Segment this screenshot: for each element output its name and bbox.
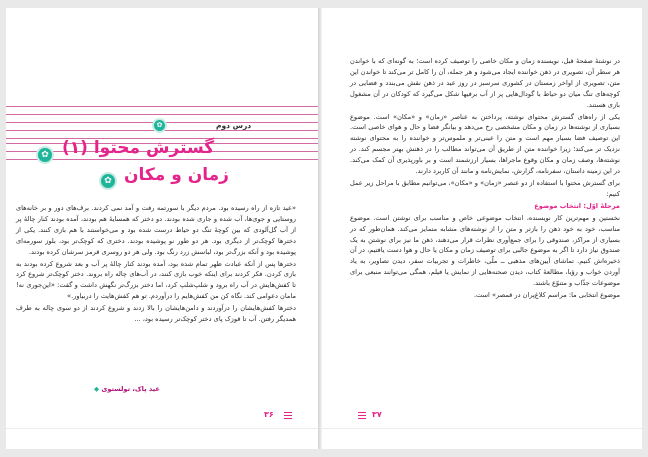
body-paragraph: نخستین و مهم‌ترین کار نویسنده، انتخاب موضوعی خاص و مناسب برای نوشتن است. موضوع مناسب، خود به خود ذهن را بازتر و متن را از نوشته‌های مشابه متمایز می‌کند. همان‌طور که در بسیاری از مراکز، صندوقی را برای جمع‌آوری نظرات قرار می‌دهند، ذهن ما نیز برای نوشتن به یک صندوق نیاز دارد تا اگر به موضوع جالبی برای توصیف زمان و مکان یا حال و هوا دست یافتیم، در آن ذخیره‌اش کنیم. تماشای آیین‌های مذهبی ــ ملّی، خاطرات و تجربیات سفر، دیدن تصاویر، به یاد آوردن خواب و رؤیا، مطالعهٔ کتاب، دیدن صحنه‌هایی از نمایش یا فیلم، همگی می‌توانند منبعی برای موضوعات جذّاب و متنوّع باشند. bbox=[350, 213, 620, 288]
lesson-title-line2: زمان و مکان bbox=[124, 165, 229, 185]
page-number-lines-icon bbox=[358, 412, 366, 421]
page-bottom-line bbox=[322, 428, 642, 429]
lesson-title-line1: گسترش محتوا (۱) bbox=[62, 138, 215, 158]
body-paragraph: در نوشتهٔ صفحهٔ قبل، نویسنده زمان و مکان خاصی را توصیف کرده است؛ به گونه‌ای که با خواندن هر سطر آن، تصویری در ذهن خواننده ایجاد می‌شود و هر جمله، آن را کامل تر می‌کند تا خواندن این متن، تصویری از اواخر زمستان در کشوری سرسبز در روز عید در ذهن نقش می‌بندد و فضایی در کوچه‌های تنگ میان دو حیاط با گودال‌هایی پر از آب برفیها شکل می‌گیرد که کودکان در آن مشغول بازی هستند. bbox=[350, 57, 620, 109]
body-paragraph: برای گسترش محتوا با استفاده از دو عنصر «زمان» و «مکان»، می‌توانیم مطابق با مراحل زیر عمل کنیم: bbox=[349, 178, 620, 198]
page-number: ۳۶ bbox=[264, 410, 274, 419]
left-page bbox=[6, 8, 319, 449]
diamond-icon: ◆ bbox=[94, 385, 100, 393]
story-paragraph: «عید تازه از راه رسیده بود. مردم دیگر با سورتمه رفت و آمد نمی کردند. برف‌های دور و بر خانه‌های روستایی و جوی‌ها، آب شده و جاری شده بودند. دو دختر که همسایهٔ هم بودند، آمده بودند کنار چالهٔ پر از آب گل‌آلودی که بین کوچهٔ تنگ دو حیاط درست شده بود و می‌خواستند با هم بازی کنند. یکی از دخترها کوچک‌تر از دیگری بود. هر دو طور نو پوشیده بودند. دختری که کوچک‌تر بود، بلوز سورمه‌ای پوشیده بود و آنکه بزرگ‌تر بود، لباسش زرد رنگ بود. ولی هر دو روسری قرمز سرشان کرده بودند. bbox=[16, 204, 296, 256]
page-bottom-line bbox=[6, 428, 318, 429]
flower-icon: ✿ bbox=[101, 174, 115, 188]
body-paragraph: موضوع انتخابی ما: مراسم کلاغ‌پران در قمصر» است. bbox=[473, 291, 620, 300]
story-paragraph: دخترها پس از آنکه عبادت ظهر تمام شده بود، آمده بودند کنار چالهٔ پر آب و بعد شروع کرده بودند به بازی کردن. فکر کردند برای اینکه خوب بازی کنند، در آب‌های چاله راه بروند. دختر کوچک‌تر شروع کرد تا کفش‌هایش در آب راه برود و شلپ‌شلپ کرد، اما دختر بزرگ‌تر نگهش داشت و گفت: «این‌جوری نه! مامان دعوامی کند. نگاه کن من کفش‌هایم را درآوردم. تو هم کفش‌هایت را دربیاور.» bbox=[16, 259, 296, 301]
story-paragraph: دخترها کفش‌هایشان را درآوردند و دامن‌هایشان را بالا زدند و شروع کردند از دو سوی چاله به طرف همدیگر رفتن. آب تا قوزک پای دختر کوچک‌تر رسیده بود، ... bbox=[16, 304, 296, 324]
story-excerpt bbox=[16, 203, 296, 326]
page-number-lines-icon bbox=[284, 412, 292, 421]
flower-icon: ✿ bbox=[38, 148, 52, 162]
lesson-label: درس دوم bbox=[216, 121, 252, 130]
section-heading: مرحلهٔ اوّل: انتخاب موضوع bbox=[534, 201, 620, 210]
right-page bbox=[322, 8, 642, 449]
lesson-body bbox=[350, 56, 620, 302]
author-name: عید پاک، تولستوی bbox=[101, 385, 160, 393]
author-credit bbox=[94, 385, 160, 393]
body-paragraph: یکی از راه‌های گسترش محتوای نوشته، پرداختن به عناصر «زمان» و «مکان» است. موضوع بسیاری از نوشته‌ها در زمان و مکان مشخصی رخ می‌دهد و بیانگر فضا و حال و هوای خاصی است. این توصیف فضا بسیار مهم است و متن را عینی‌تر و ملموس‌تر و خواننده را به محتوای نوشته نزدیک تر می‌کند؛ زیرا خواننده متن از طریق آن می‌تواند مطالب را در ذهنش بهتر مجسم کند. در نوشته‌ها، وصف زمان و مکان وقوع ماجراها، بسیار ارزشمند است و بر باورپذیری آن کمک می‌کند. در این زمینه داستان، سفرنامه، گزارش، نمایش‌نامه و مانند آن کاربرد دارند. bbox=[350, 112, 620, 176]
page-number: ۳۷ bbox=[372, 410, 382, 419]
flower-icon: ✿ bbox=[154, 120, 165, 131]
